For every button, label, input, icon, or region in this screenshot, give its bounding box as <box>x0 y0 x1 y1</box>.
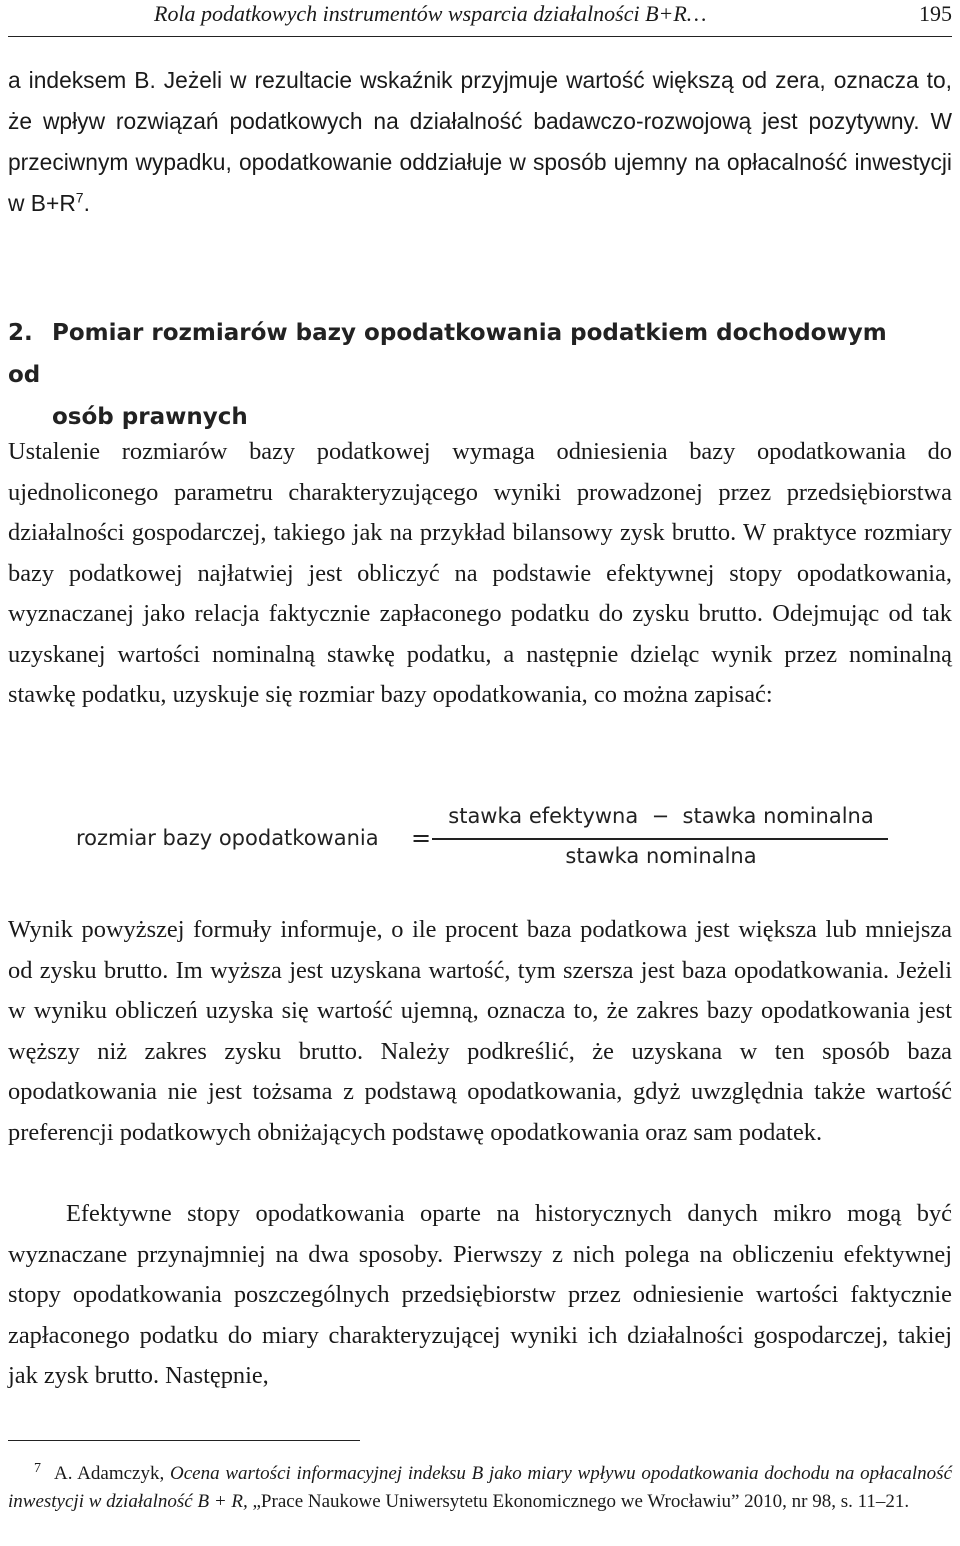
running-header <box>8 0 952 37</box>
running-title: Rola podatkowych instrumentów wsparcia działalności B+R… <box>154 1 707 26</box>
intro-end: . <box>83 190 90 216</box>
body-paragraph-2: Wynik powyższej formuły informuje, o ile procent baza podatkowa jest większa lub mniejsza od zysku brutto. Im wyższa jest uzyskana wartość, tym szersza jest baza opodatkowania. Jeżeli w wyniku obliczeń uzyska się wartość ujemną, oznacza to, że zakres bazy opodatkowania jest węższy niż zakres zysku brutto. Należy podkreślić, że uzyskana w ten sposób baza opodatkowania nie jest tożsama z podstawą opodatkowania, gdyż uwzględnia także wartość preferencji podatkowych obniżających podstawę opodatkowania oraz sam podatek. <box>8 916 952 1146</box>
formula <box>76 800 896 880</box>
body-paragraph-1: Ustalenie rozmiarów bazy podatkowej wymaga odniesienia bazy opodatkowania do ujednoliconego parametru charakteryzującego wyniki prowadzonej przez przedsiębiorstwa działalności gospodarczej, takiego jak na przykład bilansowy zysk brutto. W praktyce rozmiary bazy podatkowej najłatwiej jest obliczyć na podstawie efektywnej stopy opodatkowania, wyznaczanej jako relacja faktycznie zapłaconego podatku do zysku brutto. Odejmując od tak uzyskanej wartości nominalną stawkę podatku, a następnie dzieląc wynik przez nominalną stawkę podatku, uzyskuje się rozmiar bazy opodatkowania, co można zapisać: <box>8 438 952 708</box>
fraction-bar <box>432 838 888 840</box>
section-number: 2. <box>8 320 33 346</box>
intro-paragraph <box>8 60 952 224</box>
intro-text: a indeksem B. Jeżeli w rezultacie wskaźnik przyjmuje wartość większą od zera, oznacza to, że wpływ rozwiązań podatkowych na działalność badawczo-rozwojową jest pozytywny. W przeciwnym wypadku, opodatkowanie oddziałuje w sposób ujemny na opłacalność inwestycji w B+R <box>8 67 952 216</box>
footnote-author: A. Adamczyk, <box>54 1463 165 1484</box>
footnote-ref[interactable]: 7 <box>75 189 84 206</box>
footnote-title: Ocena wartości informacyjnej indeksu B jako miary wpływu opodatkowania dochodu na opłacalność inwestycji w działalność B + R, <box>8 1463 953 1512</box>
body-paragraph-3: Efektywne stopy opodatkowania oparte na historycznych danych mikro mogą być wyznaczane przynajmniej na dwa sposoby. Pierwszy z nich polega na obliczeniu efektywnej stopy opodatkowania poszczególnych przedsiębiorstw przez odniesienie wartości faktycznie zapłaconego podatku do miary charakteryzującej wyniki ich działalności gospodarczej, takiej jak zysk brutto. Następnie, <box>8 1200 952 1389</box>
section-heading <box>8 312 900 438</box>
formula-numerator: stawka efektywna − stawka nominalna <box>448 804 874 828</box>
section-title-line1: Pomiar rozmiarów bazy opodatkowania podatkiem dochodowym od <box>8 320 887 388</box>
formula-denominator: stawka nominalna <box>565 844 757 868</box>
formula-equals: = <box>411 824 432 852</box>
page-number: 195 <box>919 1 952 26</box>
footnote-divider <box>8 1440 360 1441</box>
formula-lhs: rozmiar bazy opodatkowania <box>76 826 379 850</box>
footnote-source: „Prace Naukowe Uniwersytetu Ekonomicznego we Wrocławiu” 2010, nr 98, s. 11–21. <box>252 1491 910 1512</box>
section-title-line2: osób prawnych <box>52 404 248 430</box>
footnote: 7 A. Adamczyk, Ocena wartości informacyjnej indeksu B jako miary wpływu opodatkowania dochodu na opłacalność inwestycji w działalność B + R, „Prace Naukowe Uniwersytetu Ekonomicznego we Wrocławiu” 2010, nr 98, s. 11–21. <box>8 1460 953 1512</box>
